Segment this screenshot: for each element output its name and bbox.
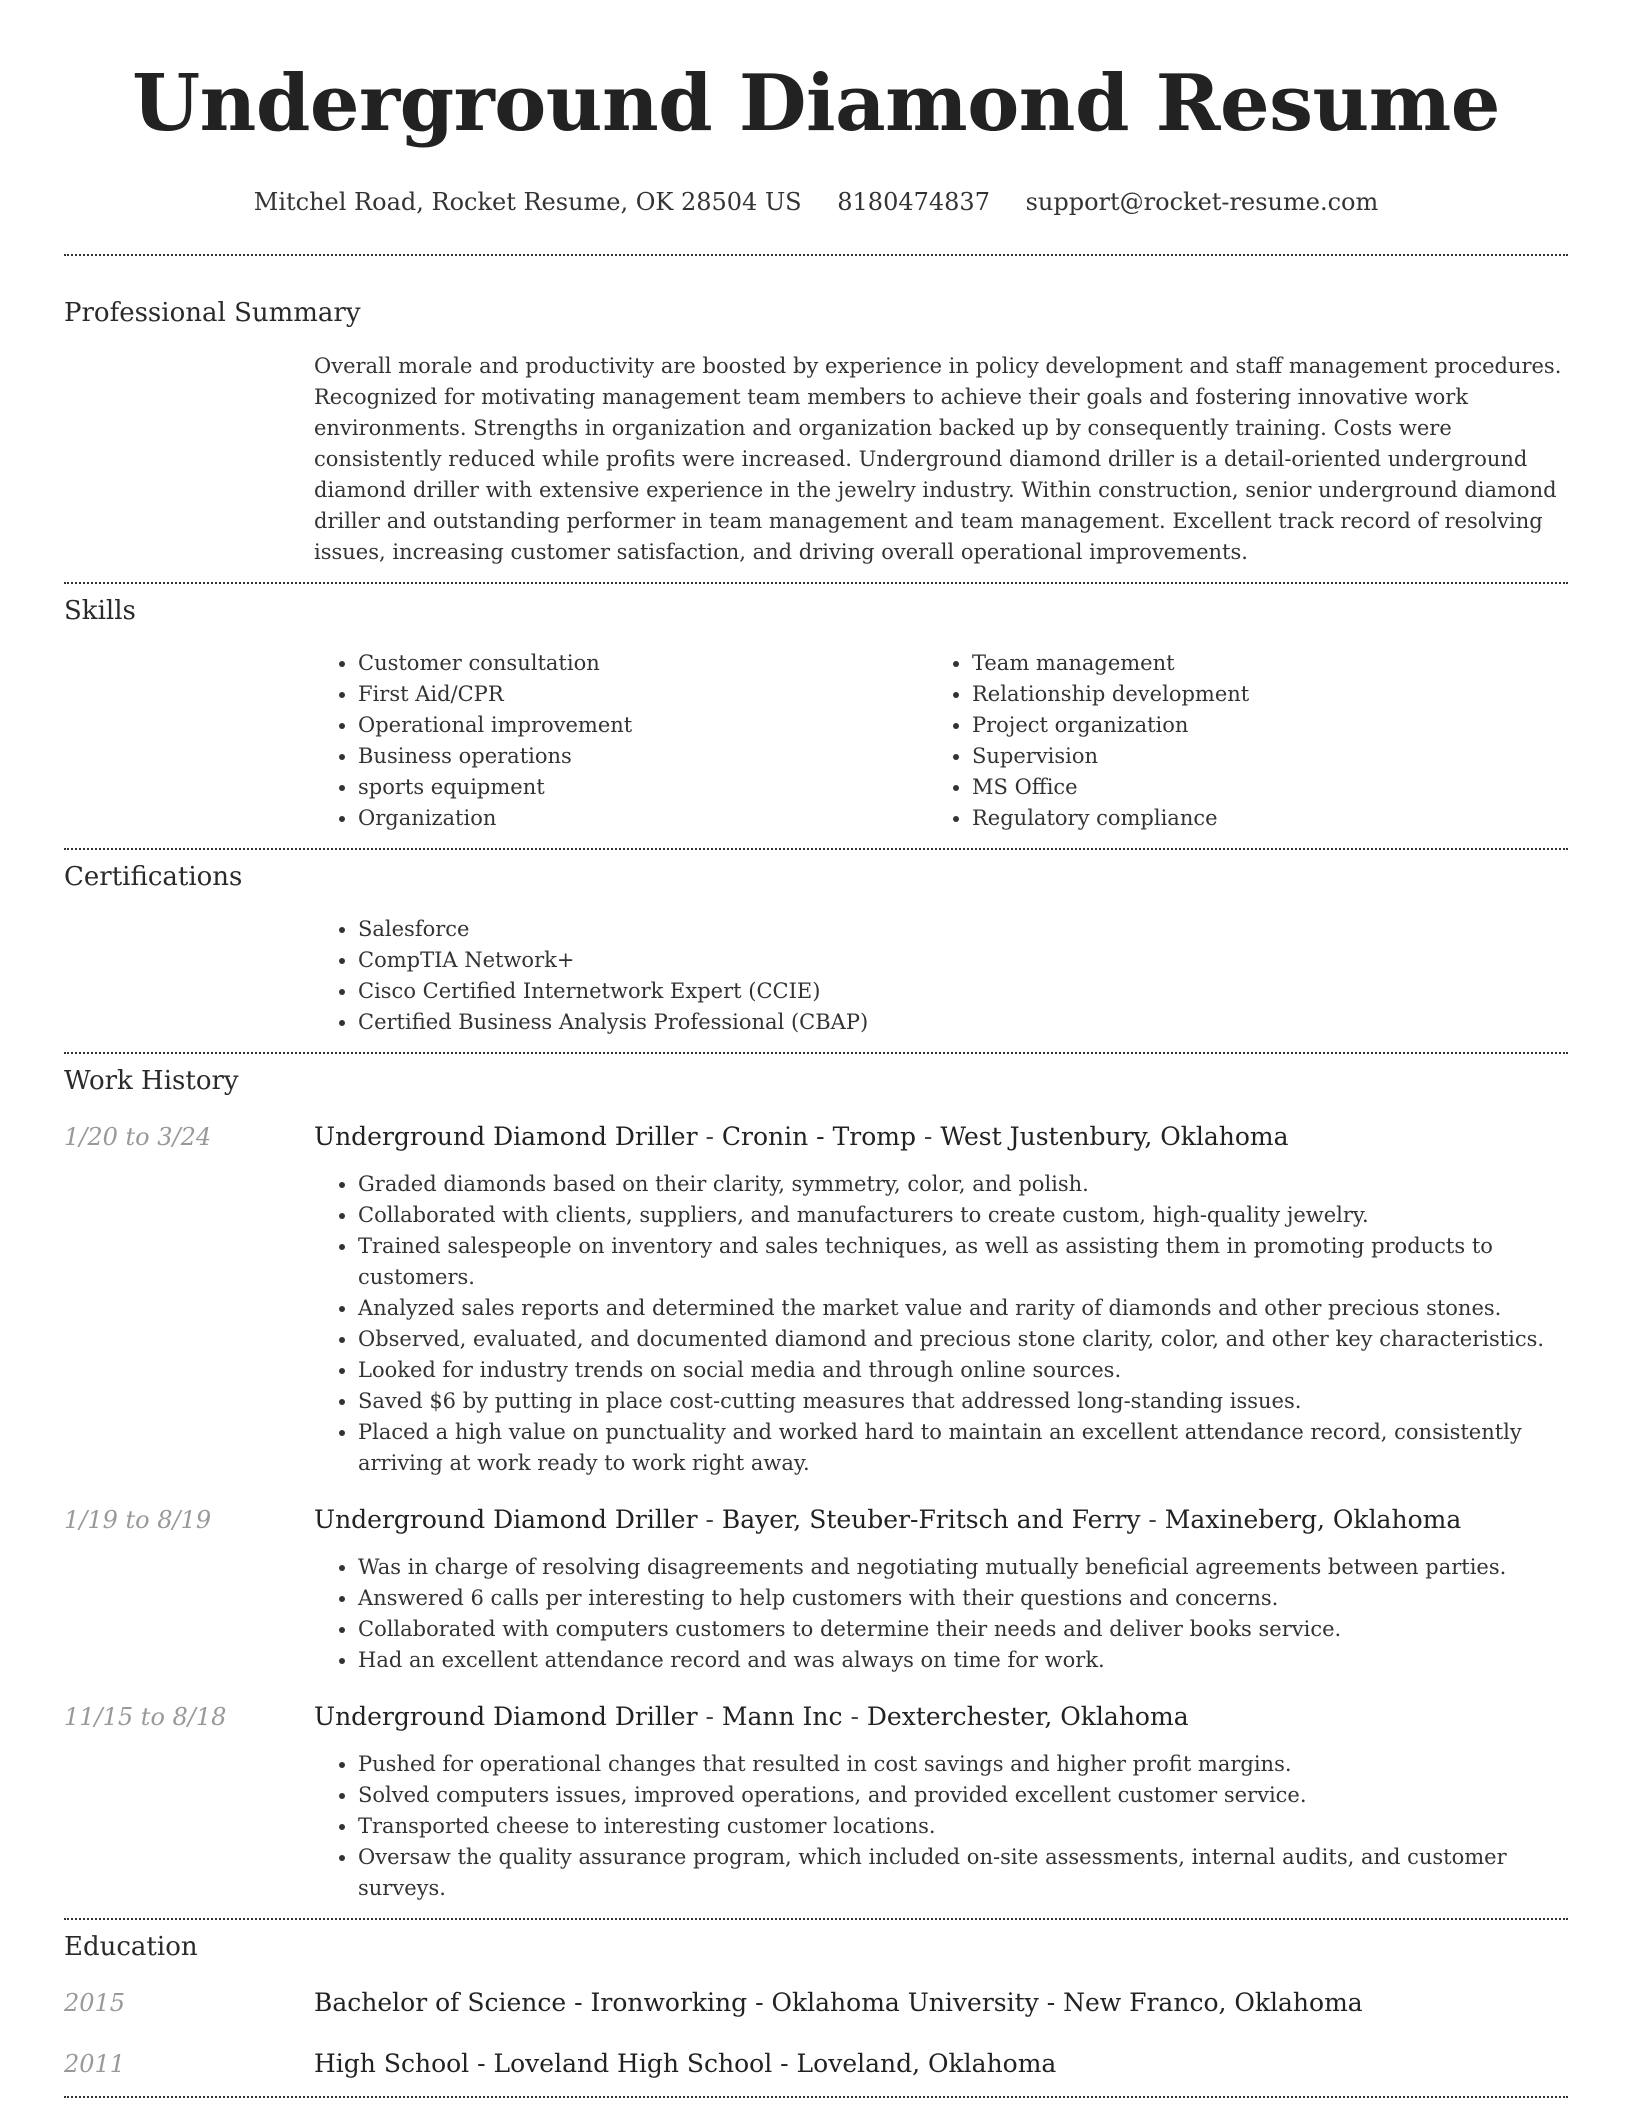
certification-item: • CompTIA Network+ <box>358 945 1568 976</box>
job-title-line: Underground Diamond Driller - Bayer, Steuber-Fritsch and Ferry - Maxineberg, Oklahoma <box>314 1505 1462 1534</box>
certification-item: • Certified Business Analysis Professional (CBAP) <box>358 1007 1568 1038</box>
job-header <box>64 1122 1568 1151</box>
job-header <box>64 1505 1568 1534</box>
job-bullet: • Answered 6 calls per interesting to help customers with their questions and concerns. <box>358 1583 1568 1614</box>
skill-item: • Team management <box>972 648 1568 679</box>
section-title-certifications: Certifications <box>64 862 243 892</box>
job-bullet: • Looked for industry trends on social media and through online sources. <box>358 1355 1568 1386</box>
job-bullet: • Saved $6 by putting in place cost-cutting measures that addressed long-standing issues. <box>358 1386 1568 1417</box>
summary-section <box>64 256 1568 568</box>
job-header <box>64 1702 1568 1731</box>
education-section <box>64 1920 1568 2078</box>
job-location: Maxineberg, Oklahoma <box>1164 1505 1462 1534</box>
job-entry <box>64 1122 1568 1479</box>
job-role: Underground Diamond Driller <box>314 1505 698 1534</box>
summary-text: Overall morale and productivity are boosted by experience in policy development and staff management procedures. Recognized for motivating management team members to achieve their goals and fostering innovative work environments. Strengths in organization and organization backed up by consequently training. Costs were consistently reduced while profits were increased. Underground diamond driller is a detail-oriented underground diamond driller with extensive experience in the jewelry industry. Within construction, senior underground diamond driller and outstanding performer in team management and team management. Excellent track record of resolving issues, increasing customer satisfaction, and driving overall operational improvements. <box>314 354 1562 564</box>
job-bullet: • Analyzed sales reports and determined the market value and rarity of diamonds and other precious stones. <box>358 1293 1568 1324</box>
job-dates: 1/20 to 3/24 <box>64 1123 212 1151</box>
job-company: Bayer, Steuber-Fritsch and Ferry <box>721 1505 1141 1534</box>
skill-item: • Operational improvement <box>358 710 928 741</box>
education-text: Bachelor of Science - Ironworking - Oklahoma University - New Franco, Oklahoma <box>314 1988 1363 2017</box>
education-text: High School - Loveland High School - Loveland, Oklahoma <box>314 2049 1057 2078</box>
education-year: 2015 <box>64 1989 126 2017</box>
education-entry <box>64 2049 1568 2078</box>
job-entry <box>64 1505 1568 1676</box>
skills-list-right <box>928 648 1568 834</box>
certification-item: • Salesforce <box>358 914 1568 945</box>
resume-title: Underground Diamond Resume <box>132 58 1500 149</box>
education-year: 2011 <box>64 2050 126 2078</box>
contact-line <box>64 186 1568 218</box>
work-history-section <box>64 1054 1568 1904</box>
job-location: West Justenbury, Oklahoma <box>940 1122 1289 1151</box>
job-title-line: Underground Diamond Driller - Cronin - Tromp - West Justenbury, Oklahoma <box>314 1122 1289 1151</box>
job-company: Mann Inc <box>721 1702 843 1731</box>
job-bullet: • Observed, evaluated, and documented diamond and precious stone clarity, color, and other key characteristics. <box>358 1324 1568 1355</box>
skills-grid <box>314 648 1568 834</box>
contact-email: support@rocket-resume.com <box>1025 188 1379 216</box>
skill-item: • Regulatory compliance <box>972 803 1568 834</box>
job-title-line: Underground Diamond Driller - Mann Inc - Dexterchester, Oklahoma <box>314 1702 1189 1731</box>
job-bullet: • Had an excellent attendance record and was always on time for work. <box>358 1645 1568 1676</box>
job-bullet: • Collaborated with computers customers to determine their needs and deliver books service. <box>358 1614 1568 1645</box>
job-bullet: • Was in charge of resolving disagreements and negotiating mutually beneficial agreements between parties. <box>358 1552 1568 1583</box>
skill-item: • Customer consultation <box>358 648 928 679</box>
job-company: Cronin - Tromp <box>721 1122 916 1151</box>
skills-section <box>64 584 1568 834</box>
section-title-education: Education <box>64 1932 198 1962</box>
skill-item: • Project organization <box>972 710 1568 741</box>
certifications-section <box>64 850 1568 1038</box>
job-bullet: • Graded diamonds based on their clarity, symmetry, color, and polish. <box>358 1169 1568 1200</box>
job-entry <box>64 1702 1568 1904</box>
job-bullets <box>314 1169 1568 1479</box>
job-role: Underground Diamond Driller <box>314 1122 698 1151</box>
skill-item: • Organization <box>358 803 928 834</box>
skill-item: • First Aid/CPR <box>358 679 928 710</box>
contact-address: Mitchel Road, Rocket Resume, OK 28504 US <box>253 188 802 216</box>
skill-item: • Supervision <box>972 741 1568 772</box>
job-role: Underground Diamond Driller <box>314 1702 698 1731</box>
skill-item: • sports equipment <box>358 772 928 803</box>
job-bullets <box>314 1749 1568 1904</box>
skill-item: • Relationship development <box>972 679 1568 710</box>
job-bullet: • Placed a high value on punctuality and worked hard to maintain an excellent attendance record, consistently arriving at work ready to work right away. <box>358 1417 1568 1479</box>
job-bullet: • Collaborated with clients, suppliers, and manufacturers to create custom, high-quality jewelry. <box>358 1200 1568 1231</box>
skill-item: • MS Office <box>972 772 1568 803</box>
job-bullet: • Solved computers issues, improved operations, and provided excellent customer service. <box>358 1780 1568 1811</box>
section-title-skills: Skills <box>64 596 136 626</box>
section-title-summary: Professional Summary <box>64 298 361 328</box>
job-bullet: • Trained salespeople on inventory and sales techniques, as well as assisting them in promoting products to customers. <box>358 1231 1568 1293</box>
job-location: Dexterchester, Oklahoma <box>866 1702 1189 1731</box>
job-dates: 1/19 to 8/19 <box>64 1506 212 1534</box>
job-dates: 11/15 to 8/18 <box>64 1703 227 1731</box>
contact-phone: 8180474837 <box>837 188 990 216</box>
section-title-work-history: Work History <box>64 1066 239 1096</box>
skill-item: • Business operations <box>358 741 928 772</box>
job-bullets <box>314 1552 1568 1676</box>
job-bullet: • Transported cheese to interesting customer locations. <box>358 1811 1568 1842</box>
certification-item: • Cisco Certified Internetwork Expert (CCIE) <box>358 976 1568 1007</box>
job-bullet: • Pushed for operational changes that resulted in cost savings and higher profit margins. <box>358 1749 1568 1780</box>
divider <box>64 2096 1568 2098</box>
education-entry <box>64 1988 1568 2017</box>
skills-list-left <box>314 648 928 834</box>
certifications-list <box>314 914 1568 1038</box>
job-bullet: • Oversaw the quality assurance program, which included on-site assessments, internal audits, and customer surveys. <box>358 1842 1568 1904</box>
